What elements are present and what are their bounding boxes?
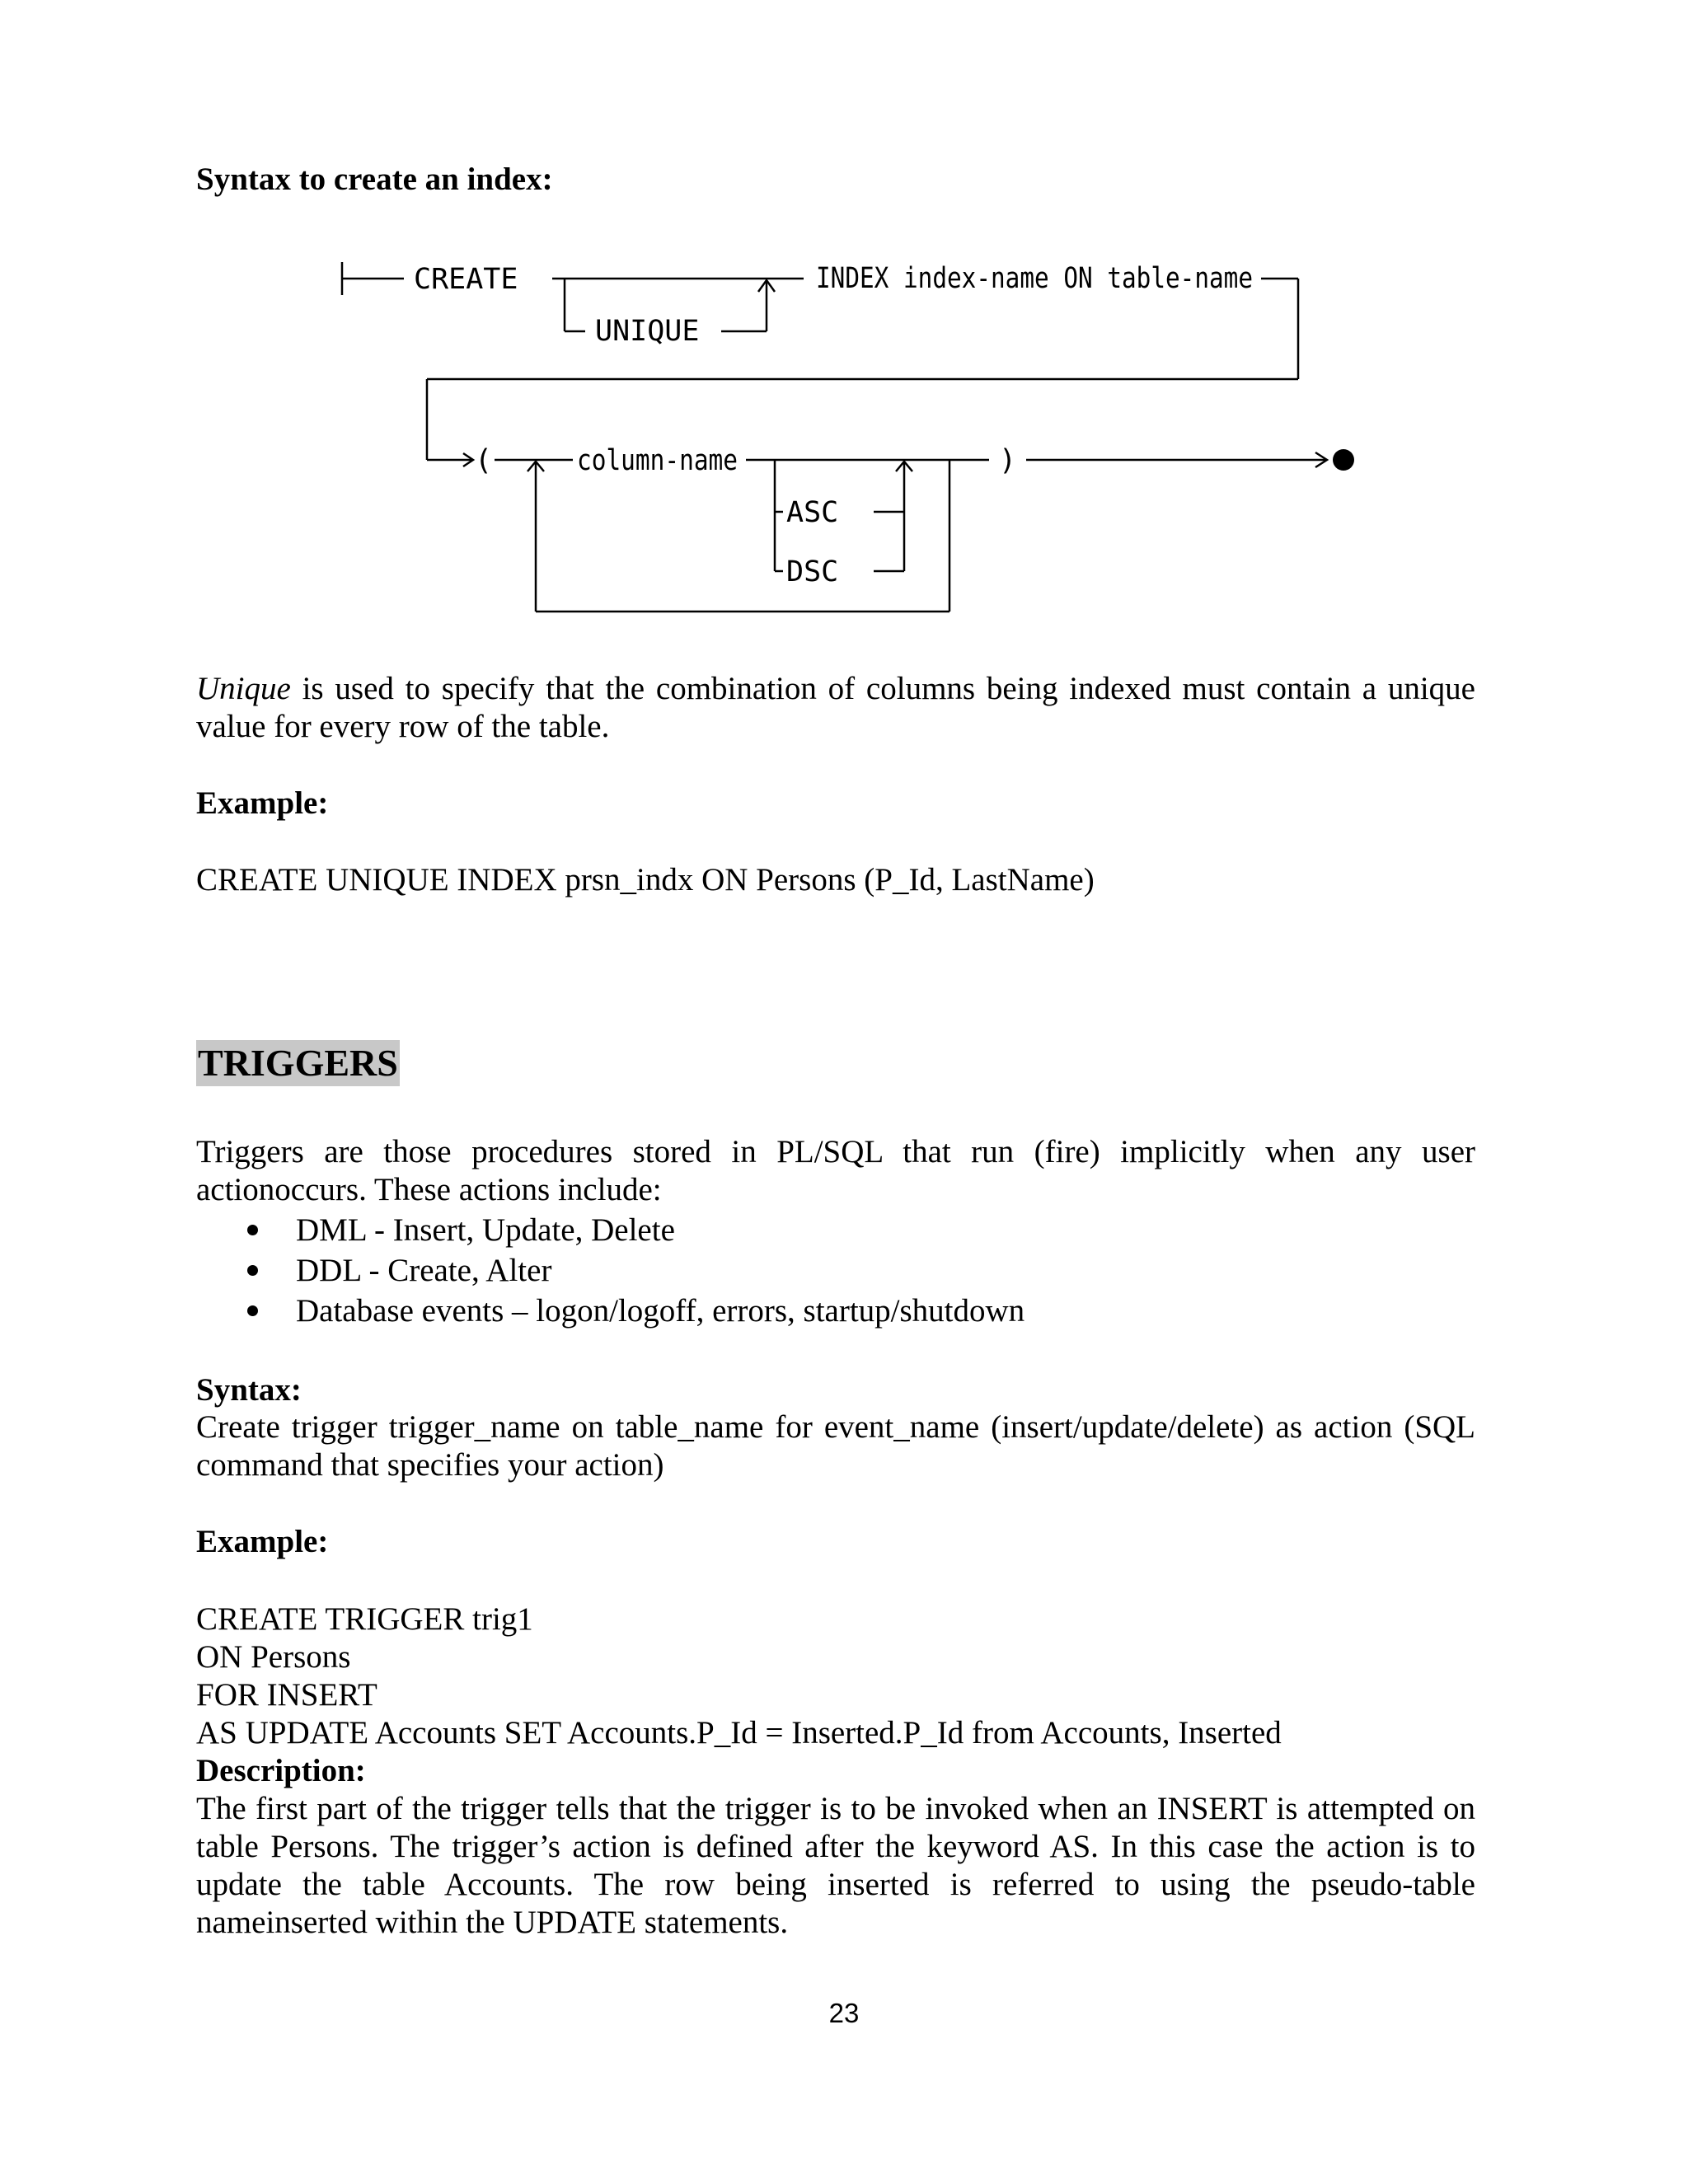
index-example-code: CREATE UNIQUE INDEX prsn_indx ON Persons (P_Id, LastName): [196, 862, 1095, 898]
list-item: DDL - Create, Alter: [196, 1250, 1025, 1291]
description-text: The first part of the trigger tells that the trigger is to be invoked when an INSERT is attempted on table Persons. The trigger’s action is defined after the keyword AS. In this case the action is to update the table Accounts. The row being inserted is referred to using the pseudo-table nameinserted within the UPDATE statements.: [196, 1791, 1475, 1940]
description-label: Description:: [196, 1753, 366, 1788]
syntax-label: Syntax:: [196, 1372, 302, 1408]
diagram-index-clause: INDEX index-name ON table-name: [816, 262, 1253, 295]
code-line: FOR INSERT: [196, 1677, 377, 1713]
create-index-syntax-diagram: [330, 247, 1401, 626]
bullet-icon: [247, 1265, 258, 1276]
end-marker: [1333, 449, 1354, 471]
code-line: AS UPDATE Accounts SET Accounts.P_Id = Inserted.P_Id from Accounts, Inserted: [196, 1715, 1282, 1750]
diagram-open-paren: (: [475, 444, 493, 477]
unique-description: [196, 670, 1475, 746]
trigger-example-label: Example:: [196, 1524, 329, 1559]
trigger-syntax-text: Create trigger trigger_name on table_name for event_name (insert/update/delete) as action (SQL command that specifies your action): [196, 1409, 1475, 1483]
unique-description-text: is used to specify that the combination of columns being indexed must contain a unique value for every row of the table.: [196, 671, 1475, 744]
page-number: 23: [828, 1998, 860, 2028]
diagram-create: CREATE: [414, 263, 518, 296]
bullet-icon: [247, 1225, 258, 1235]
trigger-actions-list: [196, 1210, 1025, 1331]
diagram-unique: UNIQUE: [595, 315, 700, 348]
bullet-icon: [247, 1305, 258, 1316]
index-example-label: Example:: [196, 785, 329, 821]
diagram-column-name: column-name: [577, 444, 738, 477]
code-line: ON Persons: [196, 1639, 351, 1675]
index-syntax-title: Syntax to create an index:: [196, 162, 553, 197]
code-line: CREATE TRIGGER trig1: [196, 1601, 533, 1637]
diagram-dsc: DSC: [786, 555, 839, 588]
list-item: Database events – logon/logoff, errors, startup/shutdown: [196, 1291, 1025, 1331]
diagram-asc: ASC: [786, 496, 839, 529]
triggers-heading: TRIGGERS: [196, 1040, 400, 1086]
triggers-intro: Triggers are those procedures stored in PL/SQL that run (fire) implicitly when any user actionoccurs. These actions include:: [196, 1134, 1475, 1207]
diagram-close-paren: ): [999, 444, 1017, 477]
list-item: DML - Insert, Update, Delete: [196, 1210, 1025, 1250]
trigger-example-code: [196, 1601, 1282, 1752]
unique-term: Unique: [196, 671, 291, 706]
